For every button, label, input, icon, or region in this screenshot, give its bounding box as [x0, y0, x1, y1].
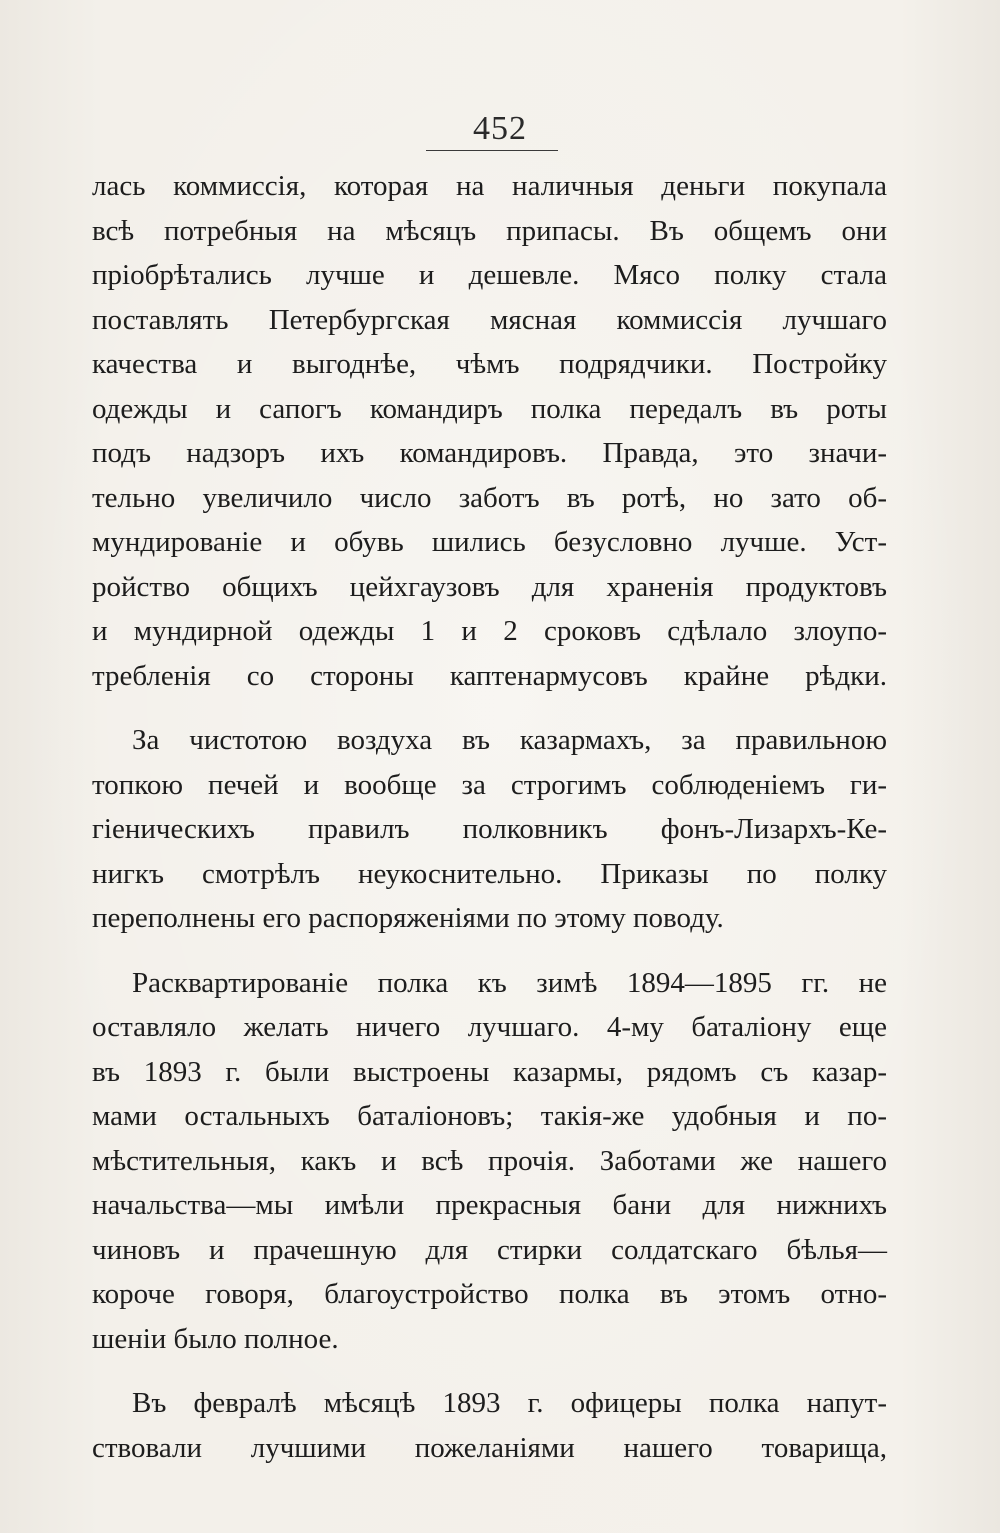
text-line: лась коммиссія, которая на наличныя деньги покупала: [92, 170, 887, 202]
text-line: всѣ потребныя на мѣсяцъ припасы. Въ общемъ они: [92, 214, 887, 247]
paragraph-4: [92, 1381, 887, 1470]
text-line: За чистотою воздуха въ казармахъ, за правильною: [132, 724, 887, 756]
text-line: ствовали лучшими пожеланіями нашего товарища,: [92, 1431, 887, 1464]
paragraph-2: [92, 718, 887, 941]
text-line: поставлять Петербургская мясная коммиссія лучшаго: [92, 303, 887, 336]
paragraph-3: [92, 961, 887, 1362]
text-line: оставляло желать ничего лучшаго. 4-му баталіону еще: [92, 1011, 887, 1043]
text-line: топкою печей и вообще за строгимъ соблюденіемъ ги-: [92, 768, 887, 801]
text-line: шеніи было полное.: [92, 1322, 339, 1355]
text-line: мѣстительныя, какъ и всѣ прочія. Заботами же нашего: [92, 1144, 887, 1177]
text-line: и мундирной одежды 1 и 2 сроковъ сдѣлало злоупо-: [92, 615, 887, 647]
text-line: качества и выгоднѣе, чѣмъ подрядчики. Постройку: [92, 348, 887, 380]
page-number: 452: [473, 110, 527, 147]
text-line: мами остальныхъ баталіоновъ; такія-же удобныя и по-: [92, 1100, 887, 1132]
header-rule: [426, 150, 558, 151]
text-line: подъ надзоръ ихъ командировъ. Правда, это значи-: [92, 437, 887, 469]
body-text: [92, 164, 887, 1470]
text-line: Расквартированіе полка къ зимѣ 1894—1895 гг. не: [132, 966, 887, 999]
text-line: ройство общихъ цейхгаузовъ для храненія продуктовъ: [92, 570, 887, 603]
text-line: начальства—мы имѣли прекрасныя бани для нижнихъ: [92, 1189, 887, 1221]
text-line: переполнены его распоряженіями по этому поводу.: [92, 902, 724, 934]
text-line: чиновъ и прачешную для стирки солдатскаго бѣлья—: [92, 1233, 887, 1266]
text-line: короче говоря, благоустройство полка въ этомъ отно-: [92, 1278, 887, 1310]
text-line: одежды и сапогъ командиръ полка передалъ въ роты: [92, 392, 887, 425]
text-line: гіеническихъ правилъ полковникъ фонъ-Лизархъ-Ке-: [92, 813, 887, 845]
text-line: требленія со стороны каптенармусовъ крайне рѣдки.: [92, 659, 887, 692]
page-header: [0, 110, 1000, 148]
text-line: мундированіе и обувь шились безусловно лучше. Уст-: [92, 526, 887, 558]
text-line: Въ февралѣ мѣсяцѣ 1893 г. офицеры полка напут-: [132, 1387, 887, 1419]
text-line: тельно увеличило число заботъ въ ротѣ, но зато об-: [92, 481, 887, 514]
paragraph-1: [92, 164, 887, 698]
text-line: нигкъ смотрѣлъ неукоснительно. Приказы по полку: [92, 857, 887, 890]
text-line: пріобрѣтались лучше и дешевле. Мясо полку стала: [92, 259, 887, 291]
text-line: въ 1893 г. были выстроены казармы, рядомъ съ казар-: [92, 1055, 887, 1088]
